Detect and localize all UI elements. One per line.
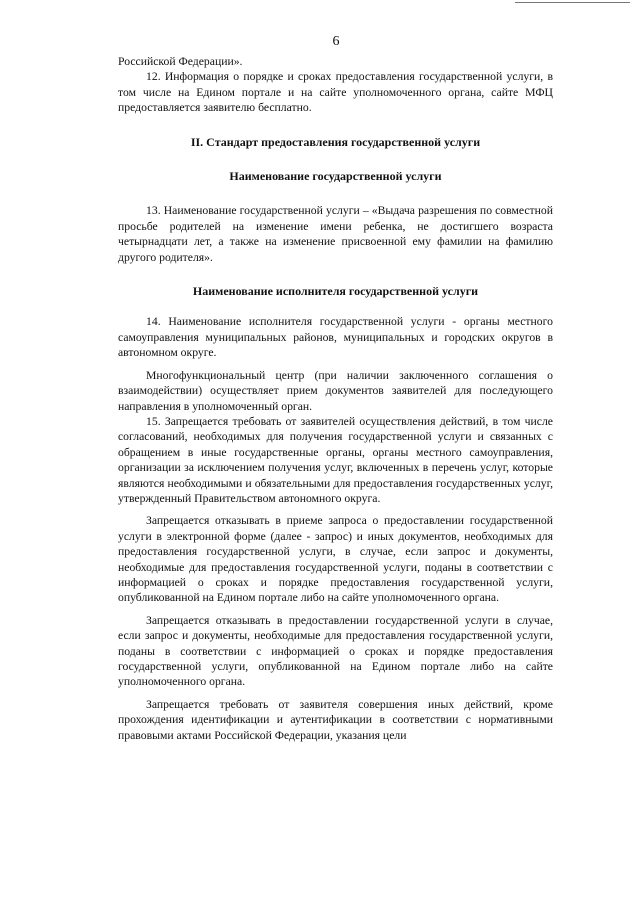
page-number: 6	[332, 34, 340, 49]
document-body	[118, 54, 553, 743]
paragraph-13: 13. Наименование государственной услуги – «Выдача разрешения по совместной просьбе родителей на изменение имени ребенка, не достигшего возраста четырнадцати лет, а также на изменение присвоенной ему фамилии на фамилию другого родителя».	[118, 204, 553, 264]
paragraph-mfc: Многофункциональный центр (при наличии заключенного соглашения о взаимодействии) осуществляет прием документов заявителей для последующего направления в уполномоченный орган.	[118, 368, 553, 413]
paragraph-refuse-accept: Запрещается отказывать в приеме запроса о предоставлении государственной услуги в электронной форме (далее - запрос) и иных документов, необходимых для предоставления государственной услуги, в случае, если запрос и документы, необходимые для предоставления государственной услуги, поданы в соответствии с информацией о сроках и порядке предоставления государственной услуги, опубликованной на Едином портале либо на сайте уполномоченного органа.	[118, 514, 553, 605]
subheading-executor-name: Наименование исполнителя государственной услуги	[192, 284, 479, 299]
section-heading-standard: II. Стандарт предоставления государственной услуги	[190, 134, 481, 149]
top-right-rule	[515, 2, 630, 3]
subheading-service-name: Наименование государственной услуги	[229, 169, 442, 184]
paragraph-12: 12. Информация о порядке и сроках предоставления государственной услуги, в том числе на Едином портале и на сайте уполномоченного органа, сайте МФЦ предоставляется заявителю бесплатно.	[118, 70, 553, 115]
paragraph-prohibit-actions: Запрещается требовать от заявителя совершения иных действий, кроме прохождения идентификации и аутентификации в соответствии с нормативными правовыми актами Российской Федерации, указания цели	[118, 697, 553, 742]
paragraph-15: 15. Запрещается требовать от заявителей осуществления действий, в том числе согласований, необходимых для получения государственной услуги и связанных с обращением в иные государственные органы, органы местного самоуправления, организации за исключением получения услуг, включенных в перечень услуг, которые являются необходимыми и обязательными для предоставления государственных услуг, утвержденный Правительством автономного округа.	[118, 414, 553, 505]
paragraph-14: 14. Наименование исполнителя государственной услуги - органы местного самоуправления муниципальных районов, муниципальных и городских округов в автономном округе.	[118, 315, 553, 360]
paragraph-continuation: Российской Федерации».	[118, 55, 243, 68]
paragraph-refuse-provide: Запрещается отказывать в предоставлении государственной услуги в случае, если запрос и документы, необходимые для предоставления государственной услуги, поданы в соответствии с информацией о сроках и порядке предоставления государственной услуги, опубликованной на Едином портале либо на сайте уполномоченного органа.	[118, 613, 553, 689]
